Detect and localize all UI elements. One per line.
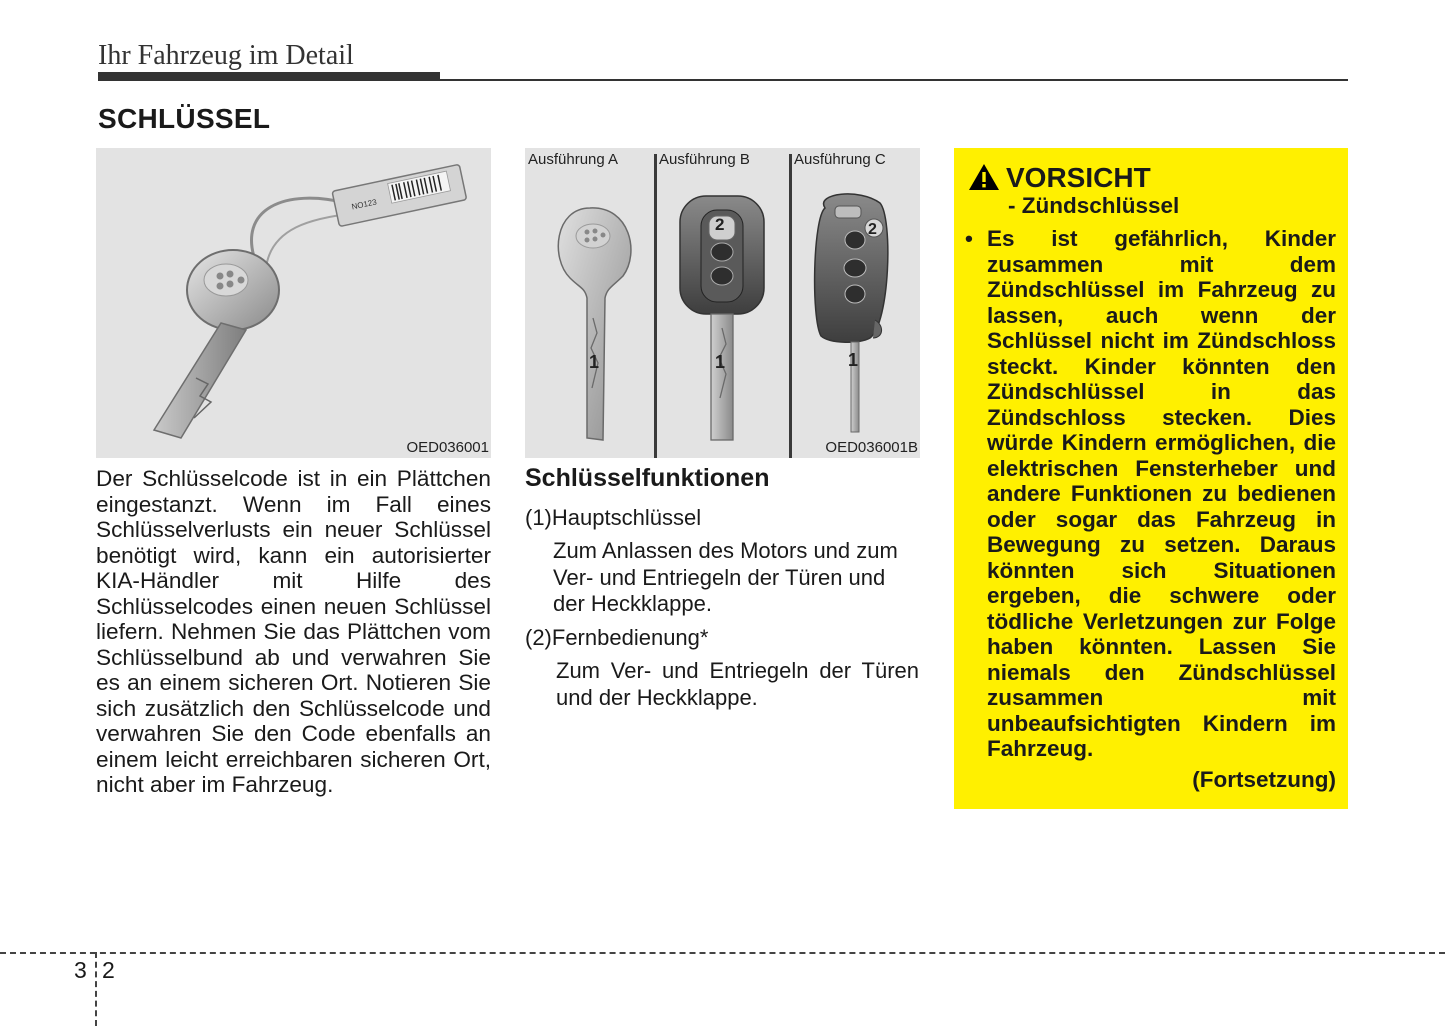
key-code-paragraph: Der Schlüsselcode ist in ein Plättchen eingestanzt. Wenn im Fall eines Schlüsselverlusts ein neuer Schlüssel benötigt wird, kann ein autorisierter KIA-Händler mit Hilfe des Schlüsselcodes einen neuen Schlüssel liefern. Nehmen Sie das Plättchen vom Schlüsselbund ab und verwahren Sie es an einem sicheren Ort. Notieren Sie sich zusätzlich den Schlüsselcode und verwahren Sie den Code ebenfalls an einem leicht erreichbaren sicheren Ort, nicht aber im Fahrzeug.: [96, 466, 491, 797]
figure-code: OED036001B: [825, 439, 918, 456]
callout-remote-b: 2: [715, 215, 725, 234]
callout-main-key-a: 1: [589, 352, 600, 372]
key-functions-heading: Schlüsselfunktionen: [525, 464, 770, 492]
warning-bullet: •: [965, 226, 973, 251]
callout-remote-c: 2: [868, 221, 877, 238]
variant-label-a: Ausführung A: [528, 151, 619, 168]
function-desc-main-key: Zum Anlassen des Motors und zum Ver- und Entriegeln der Türen und der Heckklappe.: [553, 538, 898, 616]
chapter-number: 3: [74, 957, 87, 983]
function-label-remote: (2)Fernbedienung*: [525, 625, 709, 650]
figure-code: OED036001: [406, 439, 489, 456]
key-variants-illustration: [525, 148, 920, 458]
tag-code-text: NO123: [350, 197, 378, 212]
warning-subtitle: - Zündschlüssel: [1008, 193, 1180, 218]
variant-label-b: Ausführung B: [659, 151, 750, 168]
warning-triangle-icon: [968, 163, 1000, 191]
header-rule: [440, 79, 1348, 81]
function-desc-remote: Zum Ver- und Entriegeln der Türen und der Heckklappe.: [556, 658, 919, 710]
key-tag-illustration: [96, 148, 491, 458]
footer-rule: [0, 952, 1445, 954]
section-title: SCHLÜSSEL: [98, 103, 271, 134]
warning-title: VORSICHT: [1006, 162, 1151, 193]
callout-main-key-c: 1: [848, 350, 859, 370]
header-bar: [98, 72, 440, 81]
callout-main-key-b: 1: [715, 352, 726, 372]
key-with-tag-icon: [96, 148, 491, 458]
key-variants-icon: [525, 148, 920, 458]
warning-text: Es ist gefährlich, Kinder zusammen mit dem Zündschlüssel im Fahrzeug zu lassen, auch wenn der Schlüssel nicht im Zündschloss steckt. Kinder könnten den Zündschlüssel in das Zündschloss stecken. Dies würde Kindern ermöglichen, die elektrischen Fensterheber und andere Funktionen zu bedienen oder sogar das Fahrzeug in Bewegung zu setzen. Daraus könnten sich Situationen ergeben, die schwere oder tödliche Verletzungen zur Folge haben könnten. Lassen Sie niemals den Zündschlüssel zusammen mit unbeaufsichtigten Kindern im Fahrzeug.: [987, 226, 1336, 761]
continuation-note: (Fortsetzung): [1192, 767, 1336, 792]
variant-label-c: Ausführung C: [794, 151, 886, 168]
warning-box: [954, 148, 1348, 809]
chapter-title: Ihr Fahrzeug im Detail: [98, 40, 354, 71]
page-number: 2: [102, 957, 115, 983]
function-label-main-key: (1)Hauptschlüssel: [525, 505, 702, 530]
footer-separator: [95, 952, 97, 1026]
